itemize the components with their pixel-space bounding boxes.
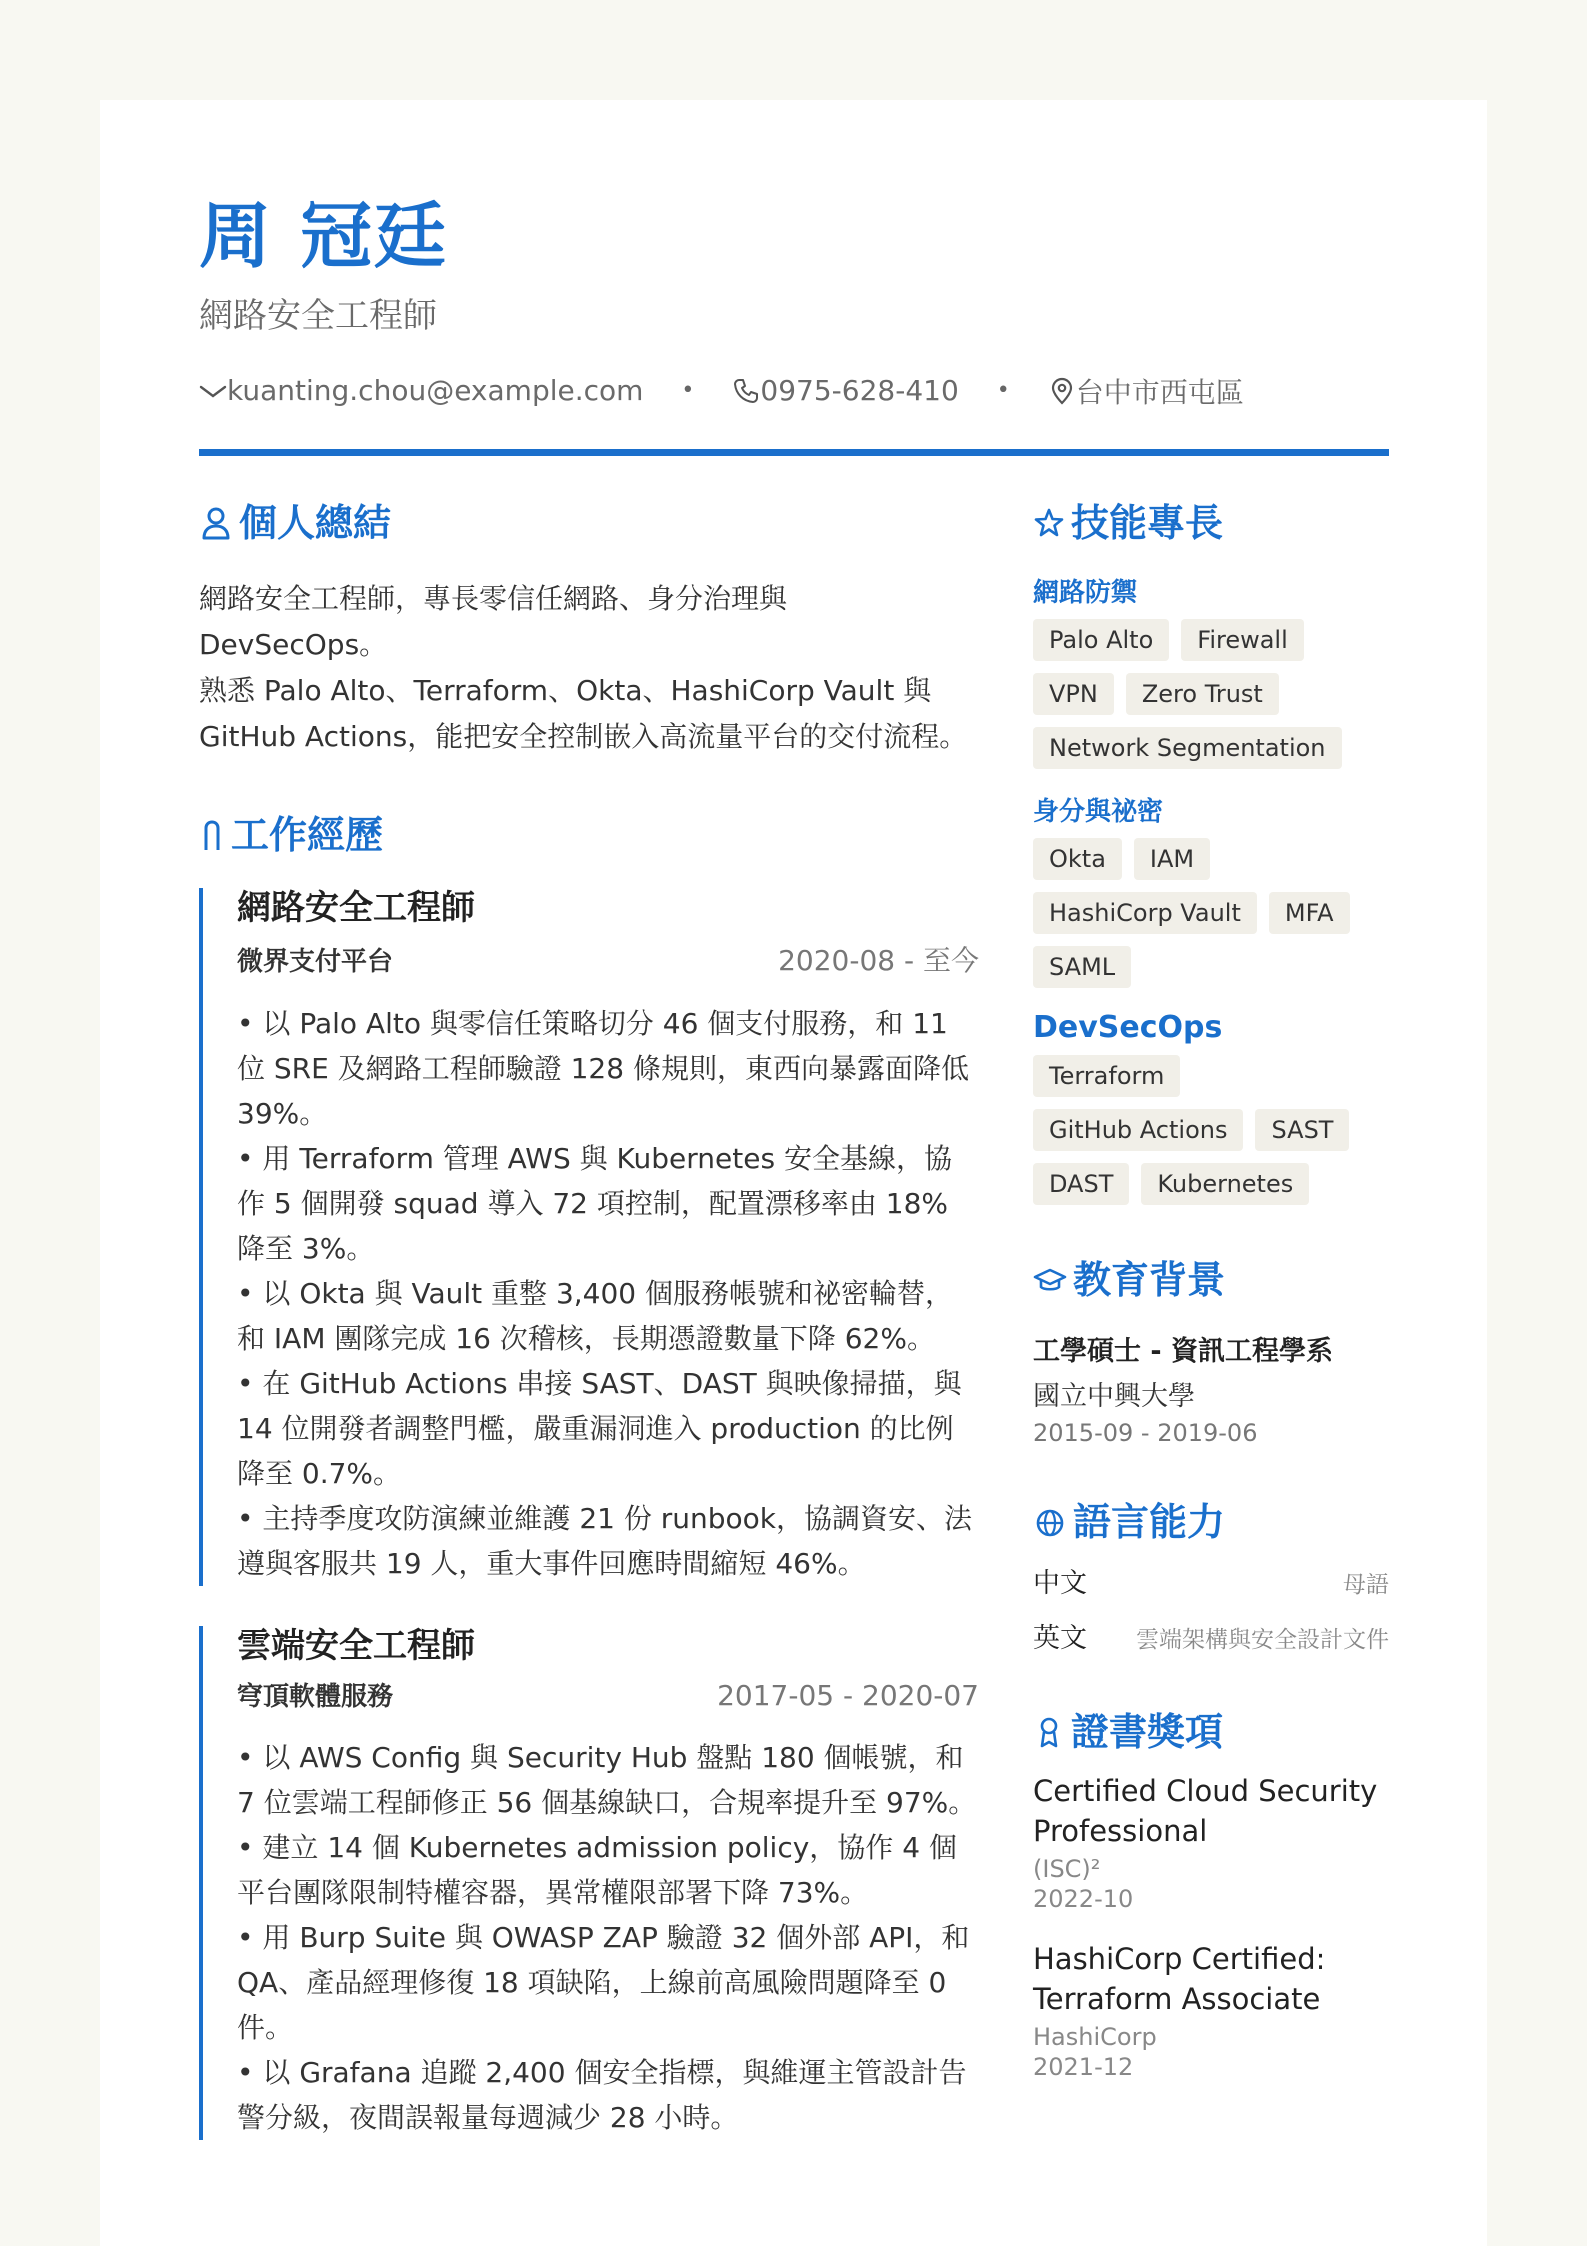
education-heading-text: 教育背景 [1073,1257,1226,1302]
language-level: 母語 [1343,1571,1389,1598]
education-heading [1033,1257,1389,1302]
skill-tag: Firewall [1181,619,1304,661]
location-text: 台中市西屯區 [1075,375,1244,409]
contact-location [1048,371,1244,411]
resume-page [100,100,1487,2246]
graduation-cap-icon [1033,1263,1067,1297]
languages-heading-text: 語言能力 [1073,1499,1226,1544]
candidate-title: 網路安全工程師 [199,296,437,336]
skills-heading [1033,500,1389,545]
language-item [1033,1616,1389,1655]
skill-group [1033,572,1389,769]
language-list [1033,1561,1389,1655]
certifications-heading [1033,1709,1389,1754]
separator-dot: • [996,378,1010,404]
job-entry [199,1626,979,2141]
job-title: 雲端安全工程師 [237,1625,475,1666]
skill-tag: MFA [1269,892,1350,934]
education-school: 國立中興大學 [1033,1380,1195,1412]
certification-name: HashiCorp Certified: Terraform Associate [1033,1941,1326,2016]
languages-heading [1033,1499,1389,1544]
job-bullet: • 用 Burp Suite 與 OWASP ZAP 驗證 32 個外部 API，和 QA、產品經理修復 18 項缺陷，上線前高風險問題降至 0 件。 [237,1921,970,2045]
skill-tags [1033,838,1389,988]
job-bullet: • 主持季度攻防演練並維護 21 份 runbook，協調資安、法遵與客服共 19 人，重大事件回應時間縮短 46%。 [237,1501,973,1580]
certification-date: 2021-12 [1033,2052,1134,2081]
separator-dot: • [681,378,695,404]
contact-row [199,371,1389,411]
summary-line: 網路安全工程師，專長零信任網路、身分治理與 DevSecOps。 [199,581,788,661]
job-company: 微界支付平台 [237,946,394,977]
skill-tag: Network Segmentation [1033,727,1342,769]
skill-tag: Kubernetes [1141,1163,1309,1205]
star-icon [1033,506,1065,540]
skill-tag: Terraform [1033,1055,1180,1097]
skill-group-label: 網路防禦 [1033,577,1138,608]
experience-heading-text: 工作經歷 [231,812,384,857]
certification-item [1033,1771,1389,1913]
skill-tag: HashiCorp Vault [1033,892,1257,934]
skill-tag: SAML [1033,946,1131,988]
phone-icon [732,377,760,405]
job-bullet: • 建立 14 個 Kubernetes admission policy，協作 4 個平台團隊限制特權容器，異常權限部署下降 73%。 [237,1831,957,1910]
job-dates: 2017-05 - 2020-07 [717,1679,979,1713]
location-pin-icon [1048,377,1076,405]
language-item [1033,1561,1389,1600]
contact-email[interactable] [199,374,643,407]
education-degree: 工學碩士 - 資訊工程學系 [1033,1335,1334,1367]
language-name: 英文 [1033,1622,1087,1654]
job-bullet: • 在 GitHub Actions 串接 SAST、DAST 與映像掃描，與 14 位開發者調整門檻，嚴重漏洞進入 production 的比例降至 0.7%。 [237,1366,962,1490]
experience-heading [199,812,979,857]
certifications-heading-text: 證書獎項 [1071,1709,1224,1754]
skill-tag: VPN [1033,673,1114,715]
summary-line: 熟悉 Palo Alto、Terraform、Okta、HashiCorp Vault 與 [199,673,932,707]
summary-line: GitHub Actions，能把安全控制嵌入高流量平台的交付流程。 [199,719,968,753]
language-name: 中文 [1033,1567,1087,1599]
summary-heading-text: 個人總結 [239,500,392,545]
job-dates: 2020-08 - 至今 [778,943,979,977]
header-divider [199,449,1389,456]
skill-tag: IAM [1134,838,1210,880]
skill-tag: DAST [1033,1163,1129,1205]
skill-tag: Palo Alto [1033,619,1169,661]
certification-name: Certified Cloud Security Professional [1033,1773,1378,1848]
contact-phone[interactable] [732,374,958,407]
email-text: kuanting.chou@example.com [227,374,644,408]
summary-heading [199,500,979,545]
certification-list [1033,1771,1389,2081]
skill-tags [1033,619,1389,769]
two-column-body [199,500,1389,2141]
phone-text: 0975-628-410 [760,374,959,408]
certification-date: 2022-10 [1033,1884,1134,1913]
language-level: 雲端架構與安全設計文件 [1136,1626,1389,1653]
job-company: 穹頂軟體服務 [237,1682,394,1713]
job-bullet: • 以 AWS Config 與 Security Hub 盤點 180 個帳號，和 7 位雲端工程師修正 56 個基線缺口，合規率提升至 97%。 [237,1741,977,1820]
skill-tags [1033,1055,1389,1205]
education-dates: 2015-09 - 2019-06 [1033,1418,1258,1447]
job-entry [199,888,979,1586]
skill-tag: Okta [1033,838,1122,880]
job-bullets [237,1735,979,2140]
job-title: 網路安全工程師 [237,887,475,928]
summary-text [199,576,979,760]
person-icon [199,504,233,542]
skill-group [1033,791,1389,988]
skill-group-label: DevSecOps [1033,1009,1223,1045]
certification-issuer: HashiCorp [1033,2022,1157,2051]
certification-item [1033,1939,1389,2081]
skill-tag: Zero Trust [1126,673,1279,715]
skill-group [1033,1010,1389,1205]
skill-tag: GitHub Actions [1033,1109,1243,1151]
left-column [199,500,979,2141]
right-column [1033,500,1389,2141]
certification-issuer: (ISC)² [1033,1854,1101,1883]
mail-icon [199,377,227,405]
skill-tag: SAST [1255,1109,1349,1151]
skills-heading-text: 技能專長 [1071,500,1224,545]
candidate-name: 周 冠廷 [199,194,449,278]
skill-group-label: 身分與祕密 [1033,796,1164,827]
globe-icon [1033,1505,1067,1539]
award-ribbon-icon [1033,1714,1065,1750]
job-bullets [237,1001,979,1586]
job-bullet: • 以 Palo Alto 與零信任策略切分 46 個支付服務，和 11 位 SRE 及網路工程師驗證 128 條規則，東西向暴露面降低 39%。 [237,1006,969,1130]
briefcase-icon [199,816,225,854]
job-bullet: • 以 Okta 與 Vault 重整 3,400 個服務帳號和祕密輪替，和 IAM 團隊完成 16 次稽核，長期憑證數量下降 62%。 [237,1276,954,1355]
job-bullet: • 以 Grafana 追蹤 2,400 個安全指標，與維運主管設計告警分級，夜間誤報量每週減少 28 小時。 [237,2056,967,2135]
job-bullet: • 用 Terraform 管理 AWS 與 Kubernetes 安全基線，協作 5 個開發 squad 導入 72 項控制，配置漂移率由 18% 降至 3%。 [237,1141,952,1265]
